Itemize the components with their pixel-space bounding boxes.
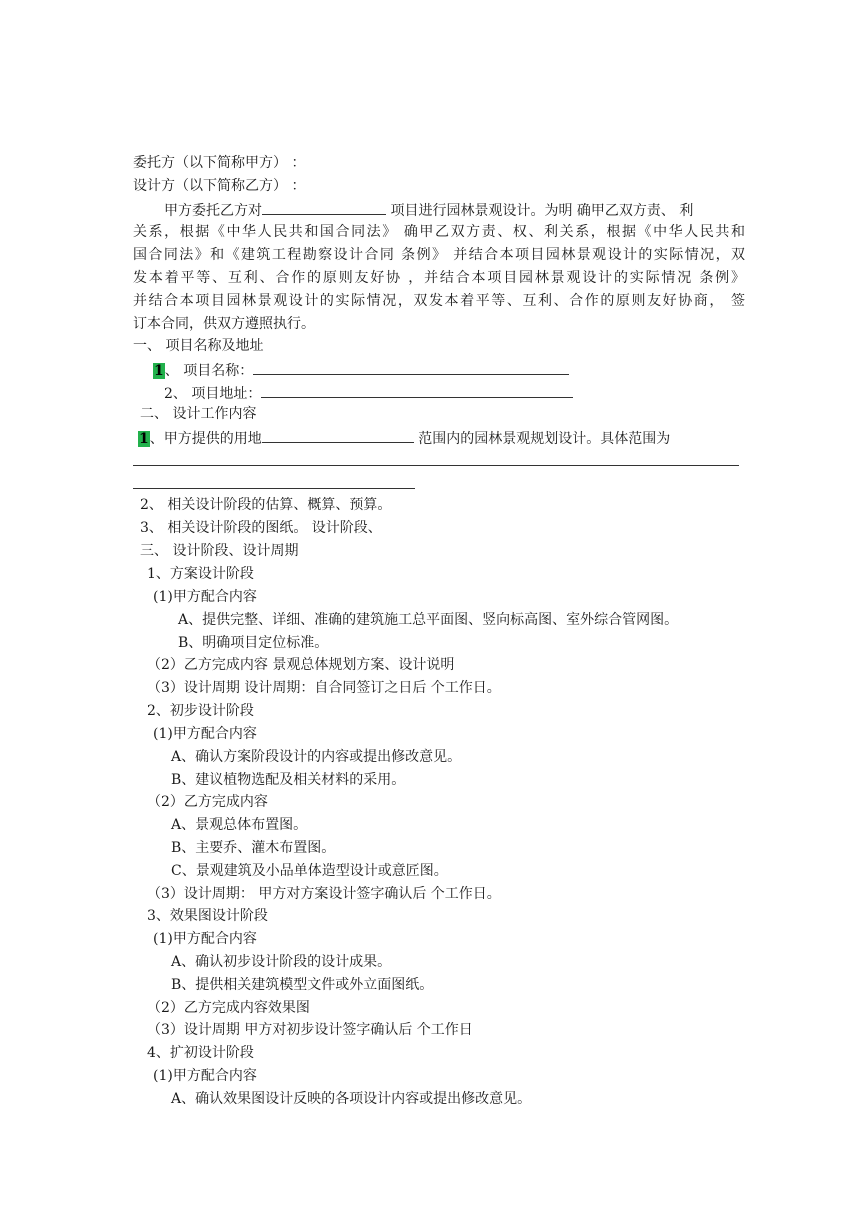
list-item: B、主要乔、灌木布置图。 (171, 840, 336, 856)
stage-heading: 2、初步设计阶段 (147, 703, 254, 719)
intro-line-1-start: 甲方委托乙方对 (164, 203, 262, 219)
project-blank (262, 198, 386, 215)
party-a-line: 委托方（以下简称甲方） ： (133, 155, 306, 171)
sub-heading: （3）设计周期 甲方对初步设计签字确认后 个工作日 (147, 1022, 473, 1038)
sub-heading: （2）乙方完成内容 (147, 794, 268, 810)
project-address-blank (261, 381, 573, 398)
project-name-blank (253, 358, 569, 375)
site-blank (262, 426, 414, 443)
sub-heading: （3）设计周期： 甲方对方案设计签字确认后 个工作日。 (147, 886, 501, 902)
intro-line-2: 关系，根据《中华人民共和国合同法》 确甲乙双方责、权、利关系，根据《中华人民共和 (133, 224, 745, 240)
site-scope-start: 、甲方提供的用地 (149, 431, 262, 447)
sub-heading: (1)甲方配合内容 (153, 1068, 257, 1084)
intro-line-5: 并结合本项目园林景观设计的实际情况，双发本着平等、互利、合作的原则友好协商， 签 (133, 293, 745, 309)
list-item: A、确认初步设计阶段的设计成果。 (171, 954, 392, 970)
stage-heading: 3、效果图设计阶段 (147, 908, 268, 924)
project-name-line (153, 358, 569, 382)
intro-line-6: 订本合同，供双方遵照执行。 (133, 316, 315, 332)
highlight-mark: 1 (139, 431, 149, 447)
list-item: C、景观建筑及小品单体造型设计或意匠图。 (171, 863, 448, 879)
intro-line-1-end: 项目进行园林景观设计。为明 确甲乙双方责、 利 (386, 203, 694, 219)
stage-heading: 1、方案设计阶段 (147, 566, 254, 582)
list-item: B、建议植物选配及相关材料的采用。 (171, 772, 406, 788)
party-b-line: 设计方（以下简称乙方） ： (133, 178, 306, 194)
sub-heading: (1)甲方配合内容 (153, 931, 257, 947)
project-name-label: 、 项目名称： (164, 363, 254, 379)
section-3-title: 三、 设计阶段、设计周期 (140, 543, 299, 559)
list-item: A、景观总体布置图。 (171, 817, 308, 833)
list-item: A、提供完整、详细、准确的建筑施工总平面图、竖向标高图、室外综合管网图。 (178, 612, 679, 628)
project-address-line (164, 381, 573, 405)
scope-blank-line-1 (133, 465, 739, 466)
list-item: B、明确项目定位标准。 (178, 635, 329, 651)
highlight-mark: 1 (154, 363, 164, 379)
site-scope-end: 范围内的园林景观规划设计。具体范围为 (413, 431, 671, 447)
site-scope-line (138, 426, 670, 450)
sub-heading: （3）设计周期 设计周期：自合同签订之日后 个工作日。 (147, 680, 501, 696)
scope-blank-line-2 (133, 488, 415, 489)
section-1-title: 一、 项目名称及地址 (133, 338, 264, 354)
sub-heading: (1)甲方配合内容 (153, 726, 257, 742)
stage-heading: 4、扩初设计阶段 (147, 1045, 254, 1061)
section-2-title: 二、 设计工作内容 (140, 406, 257, 422)
section-2-item-3: 3、 相关设计阶段的图纸。 设计阶段、 (140, 520, 382, 536)
intro-line-3: 国合同法》和《建筑工程勘察设计合同 条例》 并结合本项目园林景观设计的实际情况，双 (133, 247, 745, 263)
list-item: A、确认方案阶段设计的内容或提出修改意见。 (171, 749, 462, 765)
sub-heading: (1)甲方配合内容 (153, 589, 257, 605)
section-2-item-2: 2、 相关设计阶段的估算、概算、预算。 (140, 497, 392, 513)
intro-line-4: 发本着平等、互利、合作的原则友好协 ，并结合本项目园林景观设计的实际情况 条例》 (133, 270, 745, 286)
list-item: A、确认效果图设计反映的各项设计内容或提出修改意见。 (171, 1091, 532, 1107)
sub-heading: （2）乙方完成内容 景观总体规划方案、设计说明 (147, 657, 455, 673)
intro-line-1 (164, 198, 693, 222)
project-address-label: 2、 项目地址： (164, 386, 262, 402)
list-item: B、提供相关建筑模型文件或外立面图纸。 (171, 977, 434, 993)
sub-heading: （2）乙方完成内容效果图 (147, 1000, 310, 1016)
